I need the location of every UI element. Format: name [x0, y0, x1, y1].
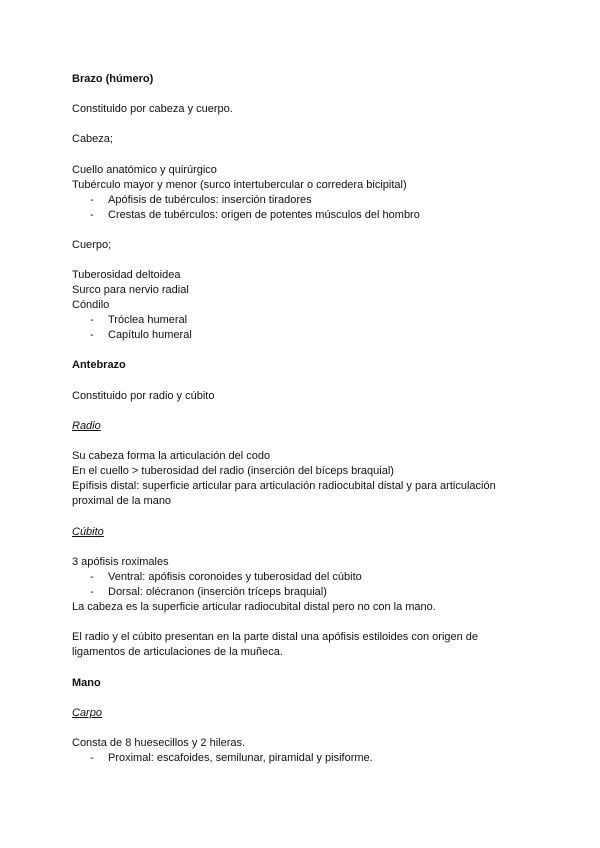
cuerpo-label: Cuerpo; [72, 239, 112, 251]
paragraph-line: El radio y el cúbito presentan en la parte distal una apófisis estiloides con origen de [72, 631, 479, 643]
heading-mano: Mano [72, 677, 101, 689]
list-item-text: Proximal: escafoides, semilunar, piramidal y pisiforme. [108, 752, 373, 764]
subheading-radio: Radio [72, 420, 101, 432]
list-item-text: Crestas de tubérculos: origen de potentes músculos del hombro [108, 209, 420, 221]
cuerpo-line: Tuberosidad deltoidea [72, 269, 181, 281]
heading-antebrazo: Antebrazo [72, 359, 126, 371]
cubito-line: La cabeza es la superficie articular radiocubital distal pero no con la mano. [72, 601, 436, 613]
cabeza-line: Tubérculo mayor y menor (surco intertubercular o corredera bicipital) [72, 179, 407, 191]
cabeza-label: Cabeza; [72, 133, 113, 145]
bullet-marker: - [90, 586, 94, 598]
radio-line: Su cabeza forma la articulación del codo [72, 450, 271, 462]
subheading-cubito: Cúbito [72, 526, 104, 538]
cubito-line: 3 apófisis roximales [72, 556, 169, 568]
list-item-text: Ventral: apófisis coronoides y tuberosidad del cúbito [108, 571, 362, 583]
bullet-marker: - [90, 752, 94, 764]
carpo-line: Consta de 8 huesecillos y 2 hileras. [72, 737, 246, 749]
list-item-text: Apófisis de tubérculos: inserción tiradores [108, 194, 312, 206]
antebrazo-intro: Constituido por radio y cúbito [72, 390, 215, 402]
radio-line: Epífisis distal: superficie articular para articulación radiocubital distal y para articulación [72, 480, 496, 492]
subheading-carpo: Carpo [72, 707, 102, 719]
list-item-text: Tróclea humeral [108, 314, 188, 326]
radio-line: En el cuello > tuberosidad del radio (inserción del bíceps braquial) [72, 465, 394, 477]
cabeza-line: Cuello anatómico y quirúrgico [72, 164, 217, 176]
bullet-marker: - [90, 571, 94, 583]
list-item-text: Dorsal: olécranon (inserción tríceps braquial) [108, 586, 327, 598]
bullet-marker: - [90, 209, 94, 221]
cuerpo-line: Surco para nervio radial [72, 284, 189, 296]
cuerpo-line: Cóndilo [72, 299, 110, 311]
paragraph-line: ligamentos de articulaciones de la muñeca. [72, 646, 283, 658]
brazo-intro: Constituido por cabeza y cuerpo. [72, 103, 233, 115]
list-item-text: Capítulo humeral [108, 329, 192, 341]
radio-line: proximal de la mano [72, 495, 172, 507]
bullet-marker: - [90, 329, 94, 341]
bullet-marker: - [90, 314, 94, 326]
bullet-marker: - [90, 194, 94, 206]
heading-brazo: Brazo (húmero) [72, 73, 154, 85]
